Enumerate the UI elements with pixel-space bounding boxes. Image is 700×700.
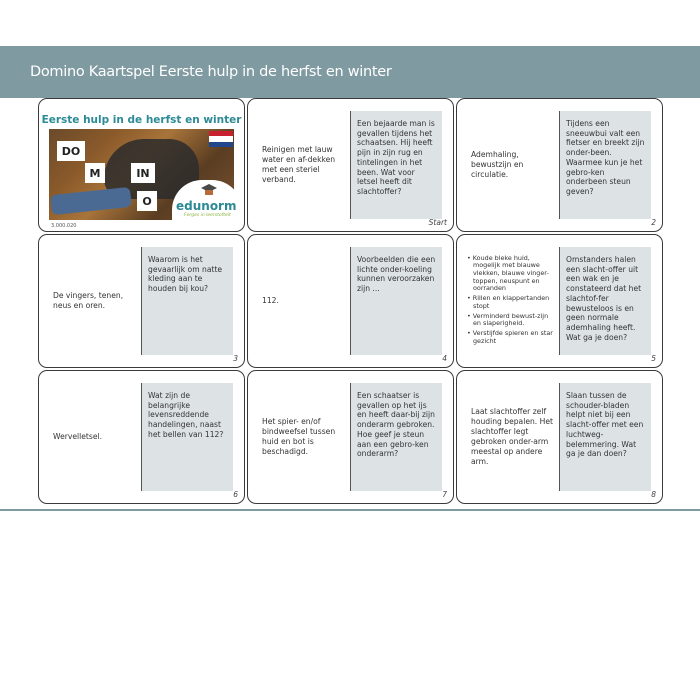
edunorm-logo: edunorm — [176, 199, 237, 213]
question-text: Waarom is het gevaarlijk om natte kleding aan te houden bij kou? — [148, 255, 223, 294]
domino-tile: M — [85, 163, 105, 183]
card-question — [559, 247, 651, 355]
cover-title: Eerste hulp in de herfst en winter — [41, 114, 242, 126]
card-answer: Wervelletsel. — [53, 431, 103, 441]
domino-tile: O — [137, 191, 157, 211]
jeans-shape — [50, 187, 132, 215]
card-answer: Laat slachtoffer zelf houding bepalen. Het slachtoffer legt gebroken onder-arm meestal op andere arm. — [471, 406, 553, 467]
question-text: Wat zijn de belangrijke levensreddende handelingen, naast het bellen van 112? — [148, 391, 224, 439]
domino-card — [38, 370, 245, 504]
page-title: Domino Kaartspel Eerste hulp in de herfst en winter — [30, 64, 392, 80]
list-item: • Verstijfde spieren en star gezicht — [467, 328, 553, 345]
logo-slogan: Ferges in leerstofteit — [184, 213, 231, 218]
dutch-flag-icon — [209, 131, 233, 147]
cover-photo — [49, 129, 237, 220]
card-question — [350, 383, 442, 491]
card-number: 3 — [233, 354, 238, 363]
card-number: 8 — [651, 490, 656, 499]
card-answer: Reinigen met lauw water en af-dekken met een steriel verband. — [262, 144, 336, 185]
cover-card — [38, 98, 245, 232]
card-question — [141, 383, 233, 491]
domino-card — [247, 234, 454, 368]
question-text: Een bejaarde man is gevallen tijdens het schaatsen. Hij heeft pijn in zijn rug en tintelingen in het been. Wat voor letsel heeft dit slachtoffer? — [357, 119, 435, 197]
domino-card — [456, 234, 663, 368]
domino-tile: DO — [57, 141, 85, 161]
card-number: 7 — [442, 490, 447, 499]
domino-card — [456, 98, 663, 232]
card-question — [141, 247, 233, 355]
domino-card — [456, 370, 663, 504]
domino-card — [247, 98, 454, 232]
list-item: • Verminderd bewust-zijn en slaperigheid. — [467, 311, 549, 328]
card-number: 5 — [651, 354, 656, 363]
graduation-cap-icon — [201, 184, 217, 196]
domino-card — [38, 234, 245, 368]
product-code: 3.000.020 — [51, 223, 77, 229]
header-banner — [0, 46, 700, 98]
symptom-list — [467, 255, 557, 348]
card-question — [350, 111, 442, 219]
card-answer: 112. — [262, 295, 279, 305]
domino-tile: IN — [131, 163, 155, 183]
card-answer: De vingers, tenen, neus en oren. — [53, 290, 124, 310]
card-number: 2 — [651, 218, 656, 227]
card-question — [559, 383, 651, 491]
domino-card — [247, 370, 454, 504]
card-question — [559, 111, 651, 219]
question-text: Een schaatser is gevallen op het ijs en heeft daar-bij zijn onderarm gebroken. Hoe geef je steun aan een gebro-ken onderarm? — [357, 391, 435, 459]
card-question — [350, 247, 442, 355]
question-text: Tijdens een sneeuwbui valt een fietser en breekt zijn onder-been. Waarmee kun je het gebro-ken onderbeen steun geven? — [566, 119, 645, 197]
card-answer: Ademhaling, bewustzijn en circulatie. — [471, 149, 524, 179]
card-number: Start — [428, 218, 447, 227]
card-answer — [467, 235, 557, 367]
question-text: Slaan tussen de schouder-bladen helpt niet bij een slacht-offer met een luchtweg-belemmering. Wat ga je dan doen? — [566, 391, 644, 459]
card-number: 6 — [233, 490, 238, 499]
list-item: • Koude bleke huid, mogelijk met blauwe vlekken, blauwe vinger-toppen, neuspunt en oorranden — [467, 253, 549, 293]
list-item: • Rillen en klappertanden stopt — [467, 294, 550, 310]
card-number: 4 — [442, 354, 447, 363]
card-answer: Het spier- en/of bindweefsel tussen huid en bot is beschadigd. — [262, 416, 336, 457]
question-text: Omstanders halen een slacht-offer uit een wak en je constateerd dat het slachtof-fer bewusteloos is en geen normale ademhaling heeft. Wat ga je doen? — [566, 255, 642, 342]
bottom-divider — [0, 509, 700, 511]
question-text: Voorbeelden die een lichte onder-koeling kunnen veroorzaken zijn ... — [357, 255, 436, 294]
